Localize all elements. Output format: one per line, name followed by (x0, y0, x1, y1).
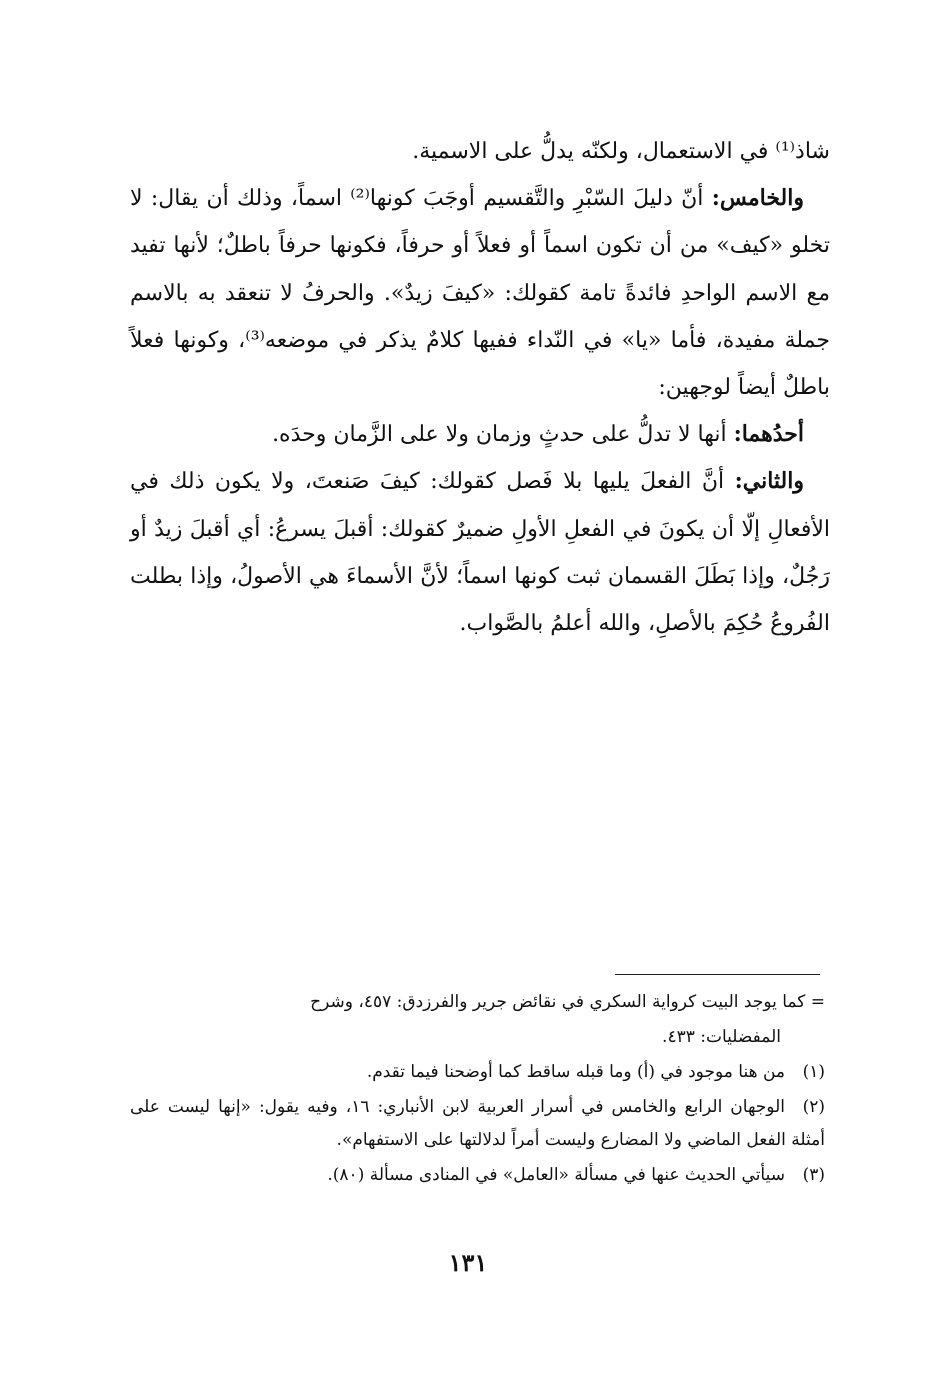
paragraph-fifth-text: أنّ دليلَ السّبْرِ والتَّقسيم أوجَبَ كونها⁽²⁾ اسماً، وذلك أن يقال: لا تخلو «كيف» من أن تكون اسماً أو فعلاً أو حرفاً، فكونها حرفاً باطلٌ؛ لأنها تفيد مع الاسم الواحدِ فائدةً تامة كقولك: «كيفَ زيدٌ». والحرفُ لا تنعقد به بالاسم جملة مفيدة، فأما «يا» في النّداء ففيها كلامٌ يذكر في موضعه⁽³⁾، وكونها فعلاً باطلٌ أيضاً لوجهين: (130, 186, 830, 401)
paragraph-1: شاذ⁽¹⁾ في الاستعمال، ولكنّه يدلُّ على الاسمية. (412, 139, 830, 164)
footnote-3-number: (٣) (802, 1165, 825, 1185)
footnote-1-number: (١) (802, 1062, 825, 1082)
second-reason-lead: والثاني: (734, 468, 804, 495)
footnote-1 (130, 1056, 825, 1089)
paragraph-fifth-lead: والخامس: (711, 185, 804, 212)
footnote-3 (130, 1159, 825, 1192)
main-text (130, 128, 830, 647)
footnote-2-number: (٢) (802, 1097, 825, 1117)
page-number: ١٣١ (448, 1248, 488, 1277)
footnote-continuation-line-1: = كما يوجد البيت كرواية السكري في نقائض جرير والفرزدق: ٤٥٧، وشرح (310, 992, 825, 1012)
footnote-1-text: من هنا موجود في (أ) وما قبله ساقط كما أوضحنا فيما تقدم. (366, 1062, 785, 1082)
second-reason-text: أنَّ الفعلَ يليها بلا فَصل كقولك: كيفَ صَنعتَ، ولا يكون ذلك في الأفعالِ إلّا أن يكونَ في الفعلِ الأولِ ضميرٌ كقولك: أقبلَ يسرعُ: أي أقبلَ زيدٌ أو رَجُلٌ، وإذا بَطَلَ القسمان ثبت كونها اسماً؛ لأنَّ الأسماءَ هي الأصولُ، وإذا بطلت الفُروعُ حُكِمَ بالأصلِ، والله أعلمُ بالصَّواب. (130, 469, 830, 637)
footnote-3-text: سيأتي الحديث عنها في مسألة «العامل» في المنادى مسألة (٨٠). (327, 1165, 785, 1185)
paragraph-second-reason (130, 458, 830, 647)
first-reason-lead: أحدُهما: (733, 421, 804, 448)
paragraph-first-reason (130, 411, 830, 458)
footnotes (130, 986, 825, 1194)
footnote-2 (130, 1091, 825, 1157)
first-reason-text: أنها لا تدلُّ على حدثٍ وزمان ولا على الزَّمان وحدَه. (272, 422, 727, 448)
paragraph-fifth (130, 175, 830, 411)
footnote-separator (615, 974, 820, 975)
footnote-2-text: الوجهان الرابع والخامس في أسرار العربية لابن الأنباري: ١٦، وفيه يقول: «إنها ليست على أمثلة الفعل الماضي ولا المضارع وليست أمراً لدلالتها على الاستفهام». (130, 1097, 825, 1150)
footnote-continuation-line-2: المفضليات: ٤٣٣. (662, 1027, 781, 1047)
